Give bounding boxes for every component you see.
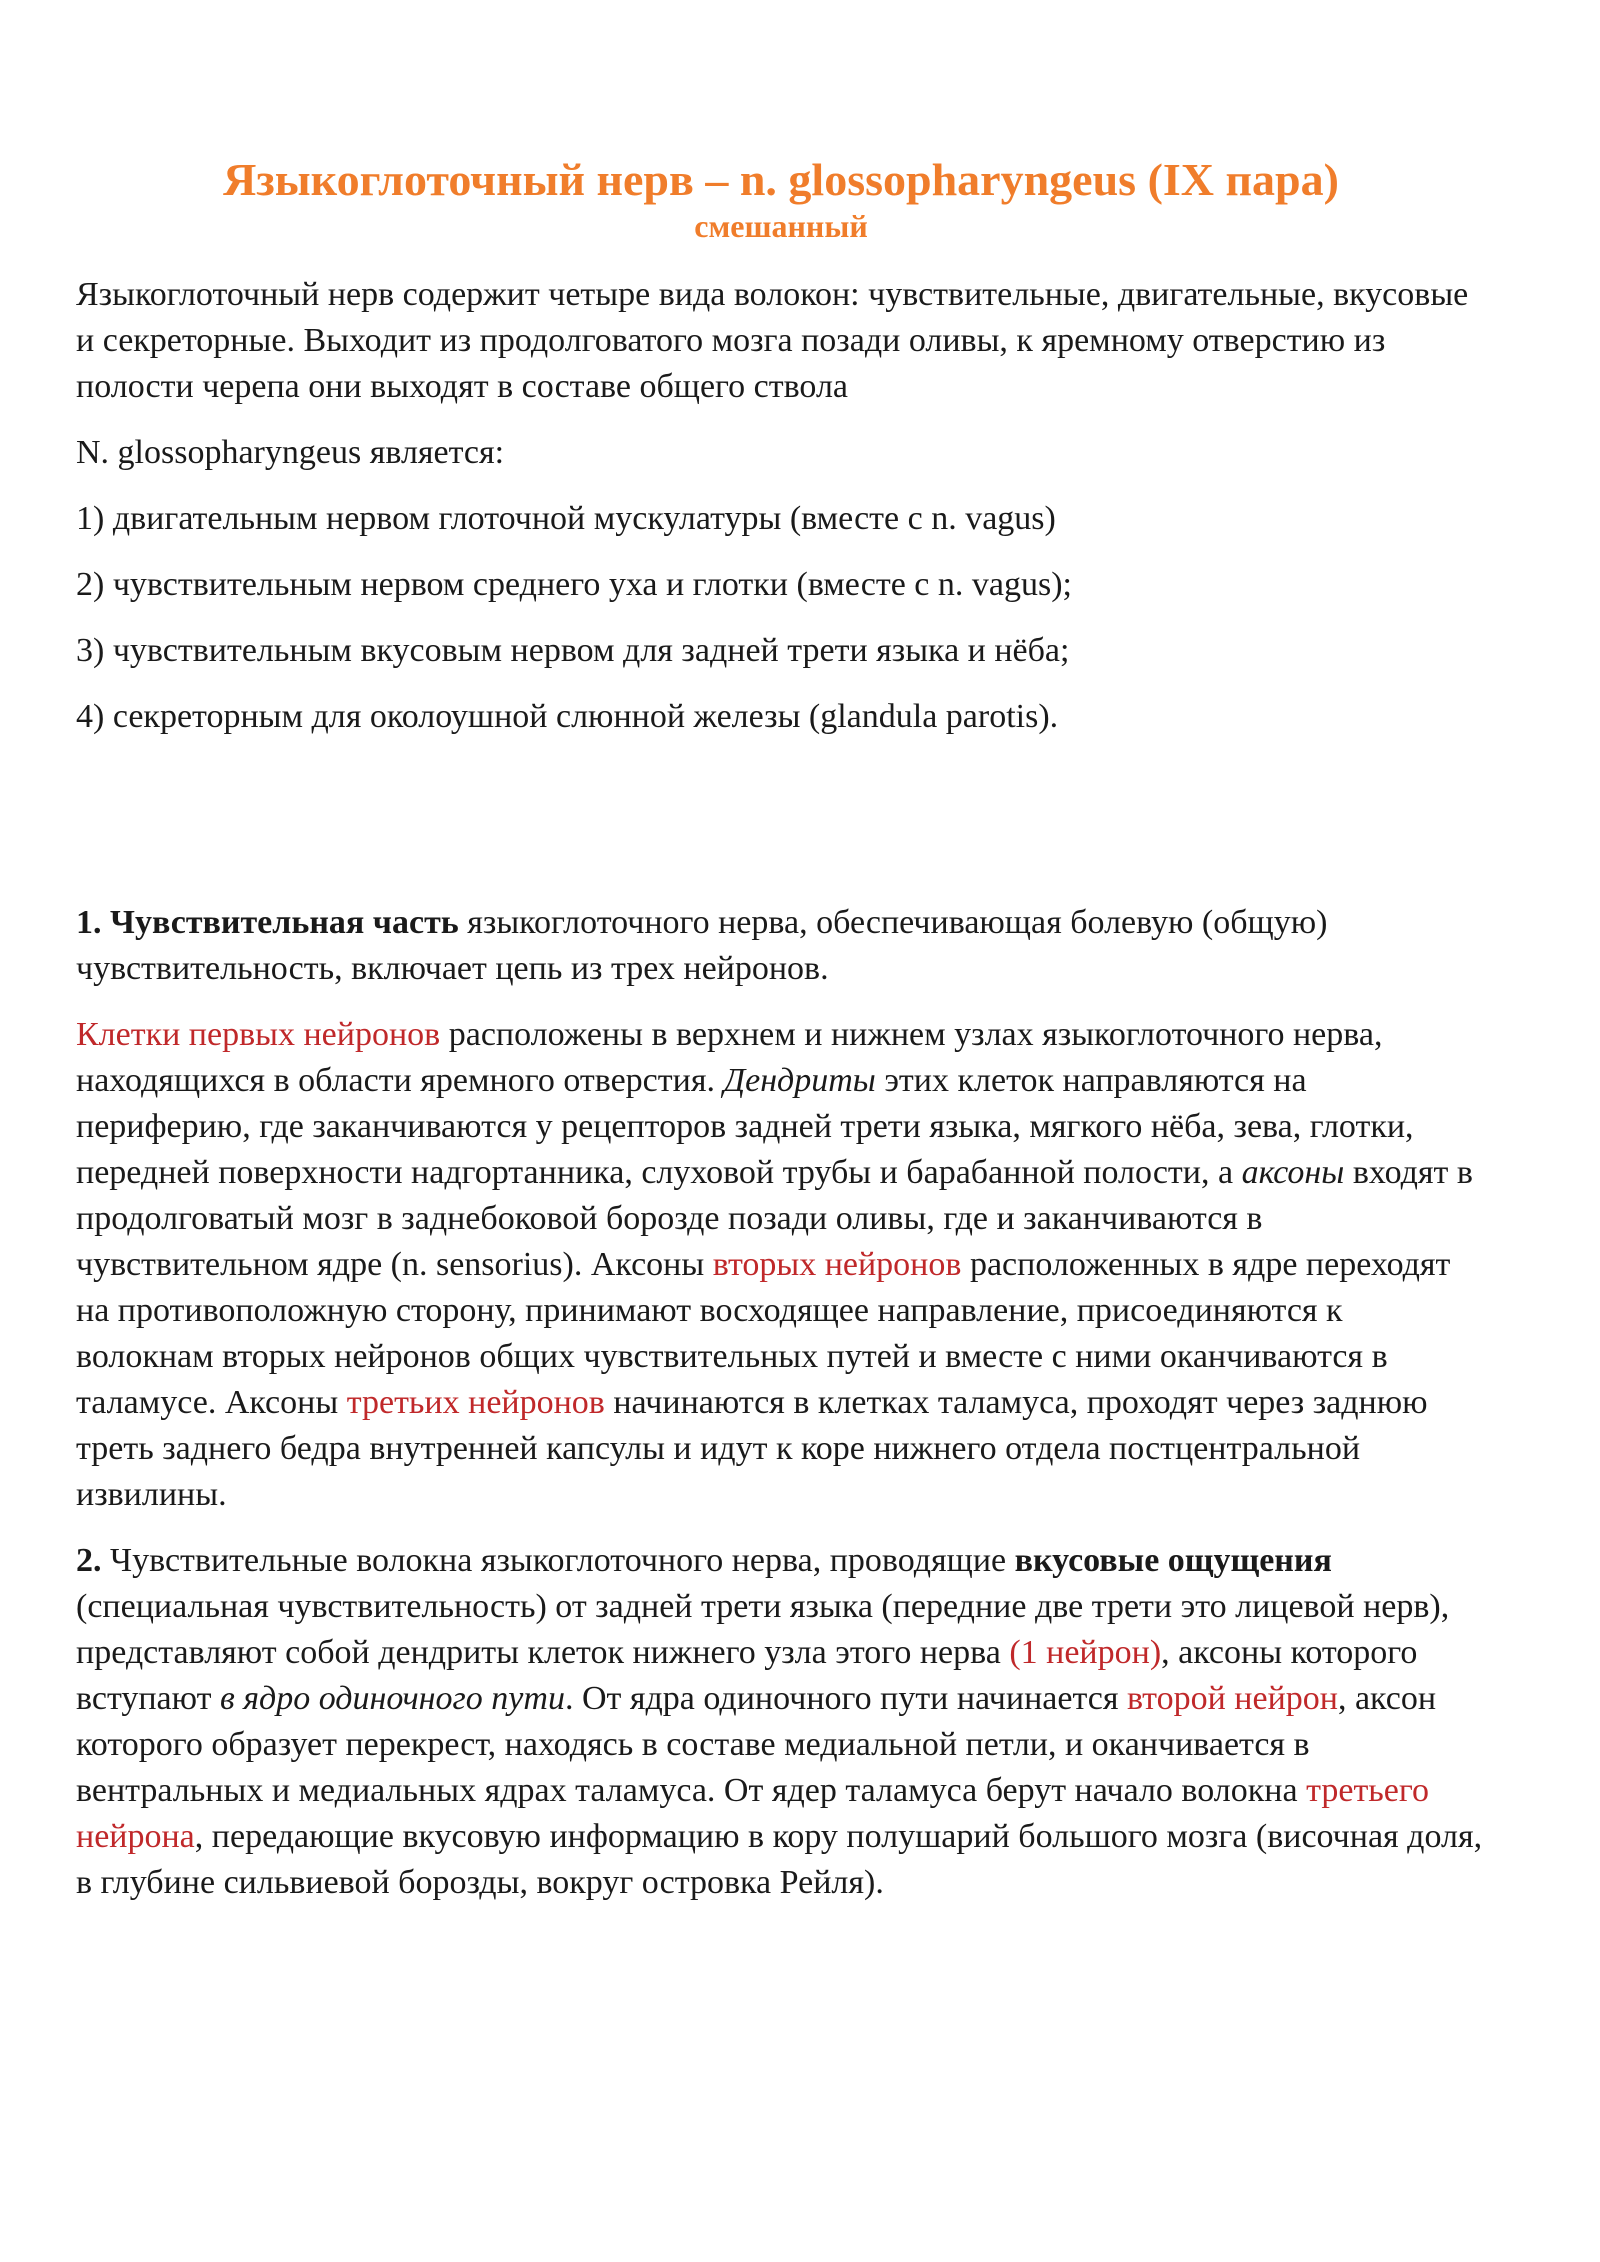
section2-text: , передающие вкусовую информацию в кору полушарий большого мозга (височная доля, в глубине сильвиевой борозды, вокруг островка Рейля). bbox=[76, 1817, 1483, 1901]
second-neurons-highlight: вторых нейронов bbox=[712, 1245, 962, 1283]
section2-text: Чувствительные волокна языкоглоточного нерва, проводящие bbox=[101, 1541, 1015, 1579]
section-spacer bbox=[76, 760, 1486, 900]
role-item-2: 2) чувствительным нервом среднего уха и глотки (вместе с n. vagus); bbox=[76, 565, 1072, 603]
first-neuron-highlight: (1 нейрон) bbox=[1009, 1633, 1162, 1671]
section1-heading: 1. Чувствительная часть bbox=[76, 903, 459, 941]
intro-paragraph: Языкоглоточный нерв содержит четыре вида волокон: чувствительные, двигательные, вкусовые и секреторные. Выходит из продолговатого мозга позади оливы, к яремному отверстию из полости черепа они выходят в составе общего ствола bbox=[76, 275, 1469, 405]
section1-text: начинаются в клетках таламуса, проходят через заднюю треть заднего бедра внутренней капсулы и идут к коре нижнего отдела постцентральной извилины. bbox=[76, 1383, 1428, 1513]
role-item-3: 3) чувствительным вкусовым нервом для задней трети языка и нёба; bbox=[76, 631, 1070, 669]
page-subtitle: смешанный bbox=[694, 208, 868, 245]
section1-text: входят в продолговатый мозг в заднебоковой борозде позади оливы, где и заканчиваются в чувствительном ядре (n. sensorius). Аксоны bbox=[76, 1153, 1473, 1283]
solitary-nucleus-term: в ядро одиночного пути bbox=[219, 1679, 565, 1717]
section1-lead bbox=[76, 900, 1486, 992]
section2-number: 2. bbox=[76, 1541, 102, 1579]
section1-text: расположены в верхнем и нижнем узлах языкоглоточного нерва, находящихся в области яремного отверстия. bbox=[76, 1015, 1383, 1099]
section1-text: этих клеток направляются на периферию, где заканчиваются у рецепторов задней трети языка, мягкого нёба, зева, глотки, передней поверхности надгортанника, слуховой трубы и барабанной полости, а bbox=[76, 1061, 1414, 1191]
role-item-1: 1) двигательным нервом глоточной мускулатуры (вместе с n. vagus) bbox=[76, 499, 1056, 537]
role-item-4: 4) секреторным для околоушной слюнной железы (glandula parotis). bbox=[76, 697, 1059, 735]
section2-paragraph bbox=[76, 1538, 1486, 1906]
section1-paragraph bbox=[76, 1012, 1486, 1518]
third-neuron-highlight: третьего нейрона bbox=[76, 1771, 1429, 1855]
third-neurons-highlight: третьих нейронов bbox=[346, 1383, 605, 1421]
section2-text: . От ядра одиночного пути начинается bbox=[564, 1679, 1127, 1717]
taste-sensations-term: вкусовые ощущения bbox=[1014, 1541, 1332, 1579]
roles-label: N. glossopharyngeus является: bbox=[76, 433, 505, 471]
second-neuron-highlight: второй нейрон bbox=[1126, 1679, 1338, 1717]
axons-term: аксоны bbox=[1241, 1153, 1345, 1191]
page-title: Языкоглоточный нерв – n. glossopharyngeus (IX пара) bbox=[223, 154, 1339, 205]
section1-lead-text: языкоглоточного нерва, обеспечивающая болевую (общую) чувствительность, включает цепь из трех нейронов. bbox=[76, 903, 1328, 987]
section1-text: расположенных в ядре переходят на противоположную сторону, принимают восходящее направление, присоединяются к волокнам вторых нейронов общих чувствительных путей и вместе с ними оканчиваются в таламусе. Аксоны bbox=[76, 1245, 1451, 1421]
first-neurons-highlight: Клетки первых нейронов bbox=[76, 1015, 441, 1053]
section2-text: , аксоны которого вступают bbox=[76, 1633, 1418, 1717]
section2-text: , аксон которого образует перекрест, находясь в составе медиальной петли, и оканчивается в вентральных и медиальных ядрах таламуса. От ядер таламуса берут начало волокна bbox=[76, 1679, 1437, 1809]
document-body bbox=[76, 152, 1486, 1926]
dendrites-term: Дендриты bbox=[723, 1061, 876, 1099]
section2-text: (специальная чувствительность) от задней трети языка (передние две трети это лицевой нерв), представляют собой дендриты клеток нижнего узла этого нерва bbox=[76, 1587, 1450, 1671]
